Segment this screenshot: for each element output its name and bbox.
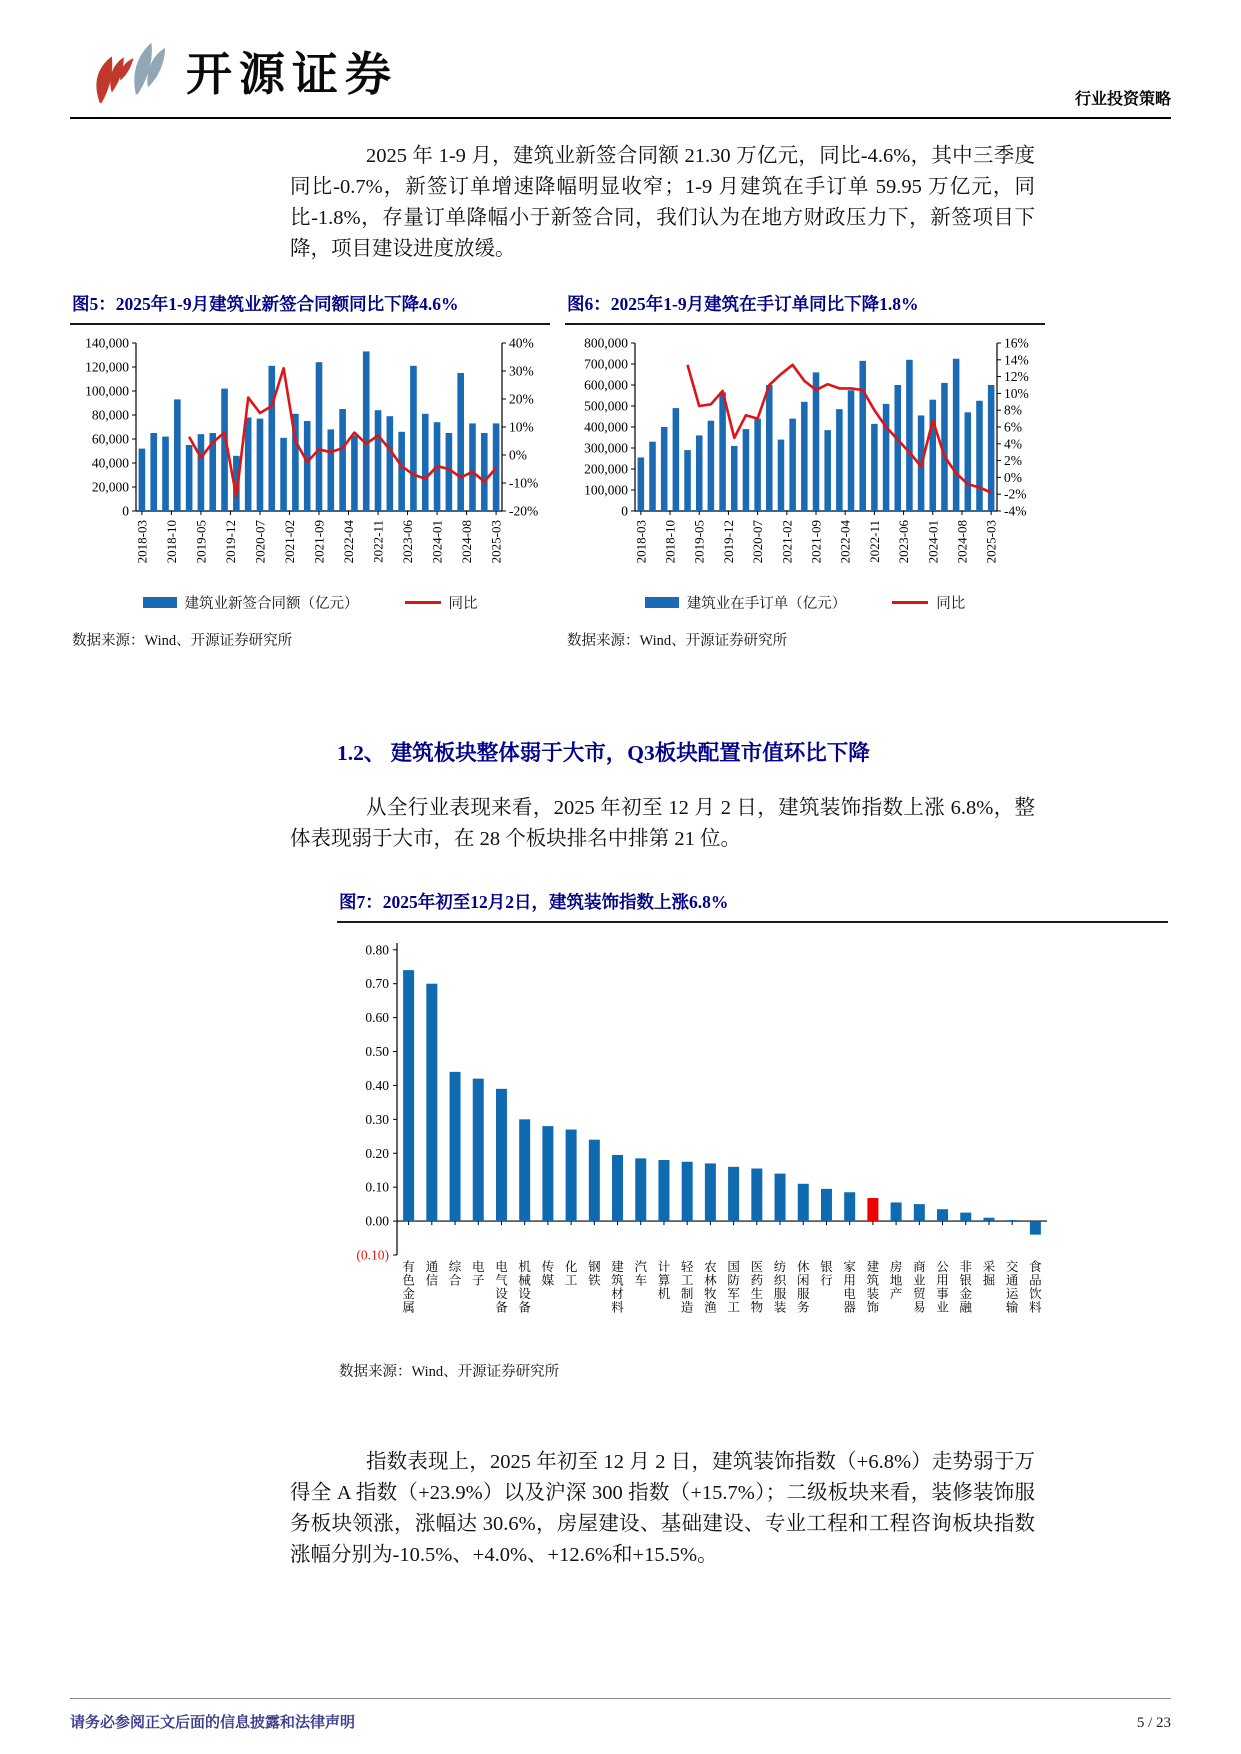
svg-text:商业贸易: 商业贸易 [913,1260,926,1315]
brand-logo-icon [86,34,172,108]
svg-text:600,000: 600,000 [584,377,628,393]
svg-text:建筑材料: 建筑材料 [611,1260,624,1315]
figure-row [70,291,1171,650]
svg-text:80,000: 80,000 [91,407,129,423]
svg-text:0.60: 0.60 [365,1010,389,1026]
svg-text:6%: 6% [1004,419,1022,435]
svg-text:汽车: 汽车 [634,1260,648,1288]
svg-text:轻工制造: 轻工制造 [680,1260,694,1315]
figure6-source: 数据来源：Wind、开源证券研究所 [567,633,788,649]
svg-text:化工: 化工 [564,1260,578,1288]
svg-text:食品饮料: 食品饮料 [1029,1260,1042,1315]
svg-text:2019-05: 2019-05 [691,520,707,564]
svg-text:休闲服务: 休闲服务 [796,1260,810,1315]
svg-text:40,000: 40,000 [91,455,129,471]
figure7-block [337,889,1168,1381]
page-number: 5 / 23 [1136,1715,1171,1731]
svg-text:0.00: 0.00 [365,1213,389,1229]
svg-text:20,000: 20,000 [91,479,129,495]
svg-text:纺织服装: 纺织服装 [773,1260,787,1315]
figure6-legend [565,592,1045,613]
svg-text:0.70: 0.70 [365,976,389,992]
svg-text:300,000: 300,000 [584,440,628,456]
figure6-block [565,291,1045,650]
svg-text:国防军工: 国防军工 [727,1260,740,1315]
svg-text:机械设备: 机械设备 [518,1260,531,1315]
svg-text:800,000: 800,000 [584,335,628,351]
svg-text:400,000: 400,000 [584,419,628,435]
svg-text:2021-09: 2021-09 [311,520,327,564]
svg-text:家用电器: 家用电器 [843,1260,856,1315]
svg-text:公用事业: 公用事业 [936,1260,949,1315]
svg-text:传媒: 传媒 [541,1260,555,1288]
svg-text:电子: 电子 [471,1260,485,1288]
figure5-block [70,291,550,650]
bar-swatch-icon [143,597,177,608]
figure7-source: 数据来源：Wind、开源证券研究所 [339,1364,560,1380]
svg-text:2023-06: 2023-06 [896,520,912,564]
svg-text:2024-08: 2024-08 [954,520,970,564]
svg-text:2021-02: 2021-02 [779,520,795,564]
svg-text:2024-01: 2024-01 [429,520,445,564]
svg-text:-2%: -2% [1004,486,1027,502]
svg-text:0%: 0% [509,447,527,463]
svg-text:0: 0 [621,503,628,519]
legend-item-line [892,592,965,613]
svg-text:计算机: 计算机 [657,1260,671,1301]
svg-text:2%: 2% [1004,453,1022,469]
svg-text:20%: 20% [509,391,534,407]
svg-text:16%: 16% [1004,335,1029,351]
svg-text:2022-04: 2022-04 [837,520,853,564]
legend-item-line [405,592,478,613]
svg-text:100,000: 100,000 [584,482,628,498]
svg-text:10%: 10% [509,419,534,435]
svg-text:60,000: 60,000 [91,431,129,447]
svg-text:-10%: -10% [509,475,539,491]
svg-text:2018-10: 2018-10 [163,520,179,564]
figure5-legend [70,592,550,613]
svg-text:(0.10): (0.10) [356,1247,389,1263]
svg-text:12%: 12% [1004,369,1029,385]
svg-text:综合: 综合 [448,1260,462,1288]
svg-text:0.20: 0.20 [365,1145,389,1161]
figure6-title: 图6：2025年1-9月建筑在手订单同比下降1.8% [565,291,1045,325]
svg-text:2025-03: 2025-03 [488,520,504,564]
svg-text:2022-04: 2022-04 [341,520,357,564]
svg-text:农林牧渔: 农林牧渔 [704,1260,717,1315]
svg-text:700,000: 700,000 [584,356,628,372]
svg-text:2023-06: 2023-06 [400,520,416,564]
svg-text:钢铁: 钢铁 [588,1260,601,1288]
svg-text:2020-07: 2020-07 [252,520,268,564]
figure7-title: 图7：2025年初至12月2日，建筑装饰指数上涨6.8% [337,889,1168,923]
svg-text:2019-12: 2019-12 [222,520,238,564]
figure5-title: 图5：2025年1-9月建筑业新签合同额同比下降4.6% [70,291,550,325]
svg-text:500,000: 500,000 [584,398,628,414]
svg-text:交通运输: 交通运输 [1005,1260,1019,1315]
svg-text:120,000: 120,000 [85,359,129,375]
svg-text:2018-10: 2018-10 [662,520,678,564]
svg-text:2022-11: 2022-11 [866,520,882,563]
svg-text:2018-03: 2018-03 [633,520,649,564]
svg-text:4%: 4% [1004,436,1022,452]
legend-line-label: 同比 [936,596,966,612]
svg-text:2021-02: 2021-02 [281,520,297,564]
svg-text:100,000: 100,000 [85,383,129,399]
svg-text:-4%: -4% [1004,503,1027,519]
figure7-chart [337,931,1168,1344]
svg-text:0.10: 0.10 [365,1179,389,1195]
svg-text:8%: 8% [1004,402,1022,418]
svg-text:0: 0 [122,503,129,519]
paragraph-index-detail: 指数表现上，2025 年初至 12 月 2 日，建筑装饰指数（+6.8%）走势弱于万得全 A 指数（+23.9%）以及沪深 300 指数（+15.7%）；二级板块来看，装修装饰服务板块领涨，涨幅达 30.6%，房屋建设、基础建设、专业工程和工程咨询板块指数涨幅分别为-10.5%、+4.0%、+12.6%和+15.5%。 [290,1451,1035,1566]
svg-text:30%: 30% [509,363,534,379]
svg-text:10%: 10% [1004,385,1029,401]
svg-text:-20%: -20% [509,503,539,519]
svg-text:通信: 通信 [425,1260,439,1288]
svg-text:0.40: 0.40 [365,1077,389,1093]
svg-text:2022-11: 2022-11 [370,520,386,563]
svg-text:140,000: 140,000 [85,335,129,351]
svg-text:2018-03: 2018-03 [134,520,150,564]
footer-disclaimer: 请务必参阅正文后面的信息披露和法律声明 [70,1715,356,1731]
legend-bar-label: 建筑业新签合同额（亿元） [184,596,359,612]
brand-name: 开源证券 [186,48,398,100]
svg-text:电气设备: 电气设备 [495,1260,508,1315]
figure5-chart [70,333,550,590]
legend-line-label: 同比 [448,596,478,612]
brand [86,34,398,108]
svg-text:14%: 14% [1004,352,1029,368]
svg-text:2019-05: 2019-05 [193,520,209,564]
svg-text:采掘: 采掘 [982,1260,996,1288]
legend-item-bars [645,592,847,613]
bar-swatch-icon [645,597,679,608]
page-header [70,0,1171,119]
svg-text:2020-07: 2020-07 [750,520,766,564]
svg-text:2019-12: 2019-12 [720,520,736,564]
svg-text:0.30: 0.30 [365,1111,389,1127]
svg-text:40%: 40% [509,335,534,351]
page-footer [70,1698,1171,1732]
svg-text:200,000: 200,000 [584,461,628,477]
svg-text:银行: 银行 [820,1260,833,1288]
svg-text:2021-09: 2021-09 [808,520,824,564]
line-swatch-icon [892,601,928,604]
svg-text:0.50: 0.50 [365,1044,389,1060]
svg-text:医药生物: 医药生物 [750,1260,764,1315]
svg-text:2024-01: 2024-01 [925,520,941,564]
svg-text:建筑装饰: 建筑装饰 [866,1260,880,1315]
legend-item-bars [143,592,359,613]
figure6-chart [565,333,1045,590]
figure5-source: 数据来源：Wind、开源证券研究所 [72,633,293,649]
svg-text:0.80: 0.80 [365,942,389,958]
paragraph-orders-summary: 2025 年 1-9 月，建筑业新签合同额 21.30 万亿元，同比-4.6%，其中三季度同比-0.7%，新签订单增速降幅明显收窄；1-9 月建筑在手订单 59.95 万亿元，同比-1.8%，存量订单降幅小于新签合同，我们认为在地方财政压力下，新签项目下降，项目建设进度放缓。 [290,145,1035,260]
report-body [70,117,1171,1571]
svg-text:2025-03: 2025-03 [983,520,999,564]
svg-text:有色金属: 有色金属 [402,1260,415,1315]
svg-text:2024-08: 2024-08 [459,520,475,564]
svg-text:非银金融: 非银金融 [959,1260,973,1315]
line-swatch-icon [405,601,441,604]
report-category-label: 行业投资策略 [1074,91,1171,108]
svg-text:0%: 0% [1004,469,1022,485]
section-heading-1-2: 1.2、 建筑板块整体弱于大市，Q3板块配置市值环比下降 [337,741,870,765]
svg-text:房地产: 房地产 [889,1260,903,1301]
paragraph-industry-performance: 从全行业表现来看，2025 年初至 12 月 2 日，建筑装饰指数上涨 6.8%，整体表现弱于大市，在 28 个板块排名中排第 21 位。 [290,797,1035,850]
legend-bar-label: 建筑业在手订单（亿元） [686,596,847,612]
